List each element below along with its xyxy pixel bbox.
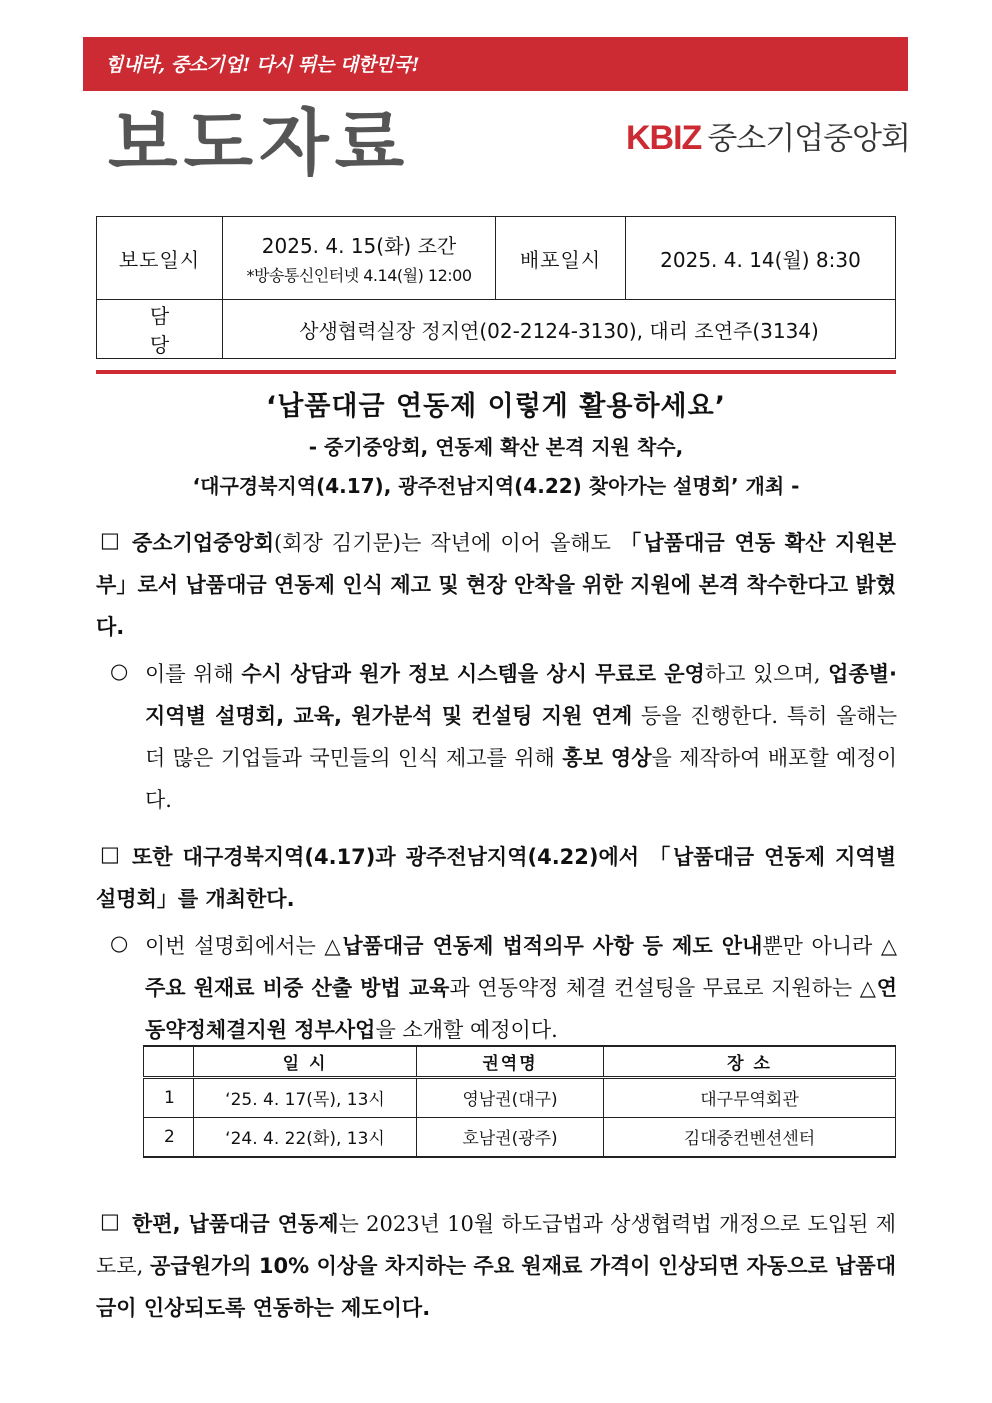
p2-1-text-g: 을 소개할 예정이다. [375, 1018, 558, 1042]
p2-1-text-c: 뿐만 아니라 [762, 934, 881, 958]
row-number: 1 [144, 1077, 194, 1117]
slogan-banner [83, 37, 908, 91]
paragraph-2 [96, 836, 896, 920]
row-venue: 대구무역회관 [604, 1077, 896, 1117]
row-region: 영남권(대구) [417, 1077, 604, 1117]
col-header-region: 권역명 [417, 1046, 604, 1077]
contact-value: 상생협력실장 정지연(02-2124-3130), 대리 조연주(3134) [223, 300, 896, 359]
contact-label: 담당 [97, 300, 223, 359]
p1-1-emph-f: 홍보 영상 [562, 746, 652, 770]
p2-1-text-e: 과 연동약정 체결 컨설팅을 무료로 지원하는 [449, 976, 860, 1000]
p2-1-text-a: 이번 설명회에서는 [145, 934, 325, 958]
table-row [144, 1117, 896, 1157]
p1-emphasis: 「납품대금 연동 확산 지원본부」로서 납품대금 연동제 인식 제고 및 현장 안착을 위한 지원에 본격 착수한다고 밝혔다. [96, 531, 897, 639]
paragraph-3 [96, 1203, 896, 1329]
p1-1-text-g: 을 제작하여 배포할 예정이다. [145, 746, 898, 812]
square-bullet: □ [100, 842, 120, 866]
p1-1-emph-b: 수시 상담과 원가 정보 시스템을 상시 무료로 운영 [241, 662, 705, 686]
distribution-date-value: 2025. 4. 14(월) 8:30 [626, 217, 896, 300]
col-header-no [144, 1046, 194, 1077]
slogan-text: 힘내라, 중소기업! 다시 뛰는 대한민국! [105, 54, 420, 76]
row-venue: 김대중컨벤션센터 [604, 1117, 896, 1157]
row-number: 2 [144, 1117, 194, 1157]
row-region: 호남권(광주) [417, 1117, 604, 1157]
release-date-cell [223, 217, 496, 300]
p1-org: 중소기업중앙회 [132, 531, 275, 555]
p3-emph-c: 공급원가의 10% 이상을 차지하는 주요 원재료 가격이 인상되면 자동으로 납품대금이 인상되도록 연동하는 제도이다. [96, 1254, 896, 1320]
p2-1-emph-d: △주요 원재료 비중 산출 방법 교육 [145, 934, 898, 1000]
p3-text-b: 는 2023년 10월 하도급법과 상생협력법 개정으로 도입된 제도로, [96, 1212, 896, 1278]
square-bullet: □ [100, 528, 120, 552]
broadcast-note: *방송통신인터넷 4.14(월) 12:00 [246, 266, 472, 285]
p1-1-text-c: 하고 있으며, [704, 662, 829, 686]
paragraph-1-1 [145, 653, 897, 821]
logo-org-name: 중소기업중앙회 [707, 121, 910, 157]
row-datetime: ‘24. 4. 22(화), 13시 [194, 1117, 417, 1157]
col-header-venue: 장 소 [604, 1046, 896, 1077]
p3-emph-a: 한편, 납품대금 연동제 [132, 1212, 339, 1236]
row-datetime: ‘25. 4. 17(목), 13시 [194, 1077, 417, 1117]
p2-text: 또한 대구경북지역(4.17)과 광주전남지역(4.22)에서 「납품대금 연동제 지역별 설명회」를 개최한다. [96, 845, 896, 911]
press-subtitle-2: ‘대구경북지역(4.17), 광주전남지역(4.22) 찾아가는 설명회’ 개최 - [192, 474, 800, 498]
release-info-table [96, 216, 896, 359]
doc-title: 보도자료 [108, 101, 411, 185]
p1-1-emph-d: 업종별·지역별 설명회, 교육, 원가분석 및 컨설팅 지원 연계 [145, 662, 897, 728]
table-row [144, 1077, 896, 1117]
paragraph-1 [96, 522, 896, 648]
briefing-schedule-table [143, 1045, 896, 1158]
p2-1-emph-f: △연동약정체결지원 정부사업 [145, 976, 898, 1042]
p1-1-text-e: 등을 진행한다. 특히 올해는 더 많은 기업들과 국민들의 인식 제고를 위해 [145, 704, 897, 770]
schedule-header-row [144, 1046, 896, 1077]
paragraph-2-1 [145, 925, 897, 1051]
p1-text: (회장 김기문)는 작년에 이어 올해도 [274, 531, 621, 555]
release-date-label: 보도일시 [97, 217, 223, 300]
organization-logo [626, 117, 910, 160]
col-header-datetime: 일 시 [194, 1046, 417, 1077]
p2-1-emph-b: △납품대금 연동제 법적의무 사항 등 제도 안내 [324, 934, 763, 958]
circle-bullet: ○ [110, 931, 129, 955]
header-divider [96, 370, 896, 374]
press-subtitle-1: - 중기중앙회, 연동제 확산 본격 지원 착수, [308, 435, 684, 459]
release-date-value: 2025. 4. 15(화) 조간 [261, 234, 457, 258]
circle-bullet: ○ [110, 659, 129, 683]
press-headline: ‘납품대금 연동제 이렇게 활용하세요’ [266, 391, 726, 422]
square-bullet: □ [100, 1209, 120, 1233]
logo-mark: KBIZ [626, 119, 702, 157]
distribution-date-label: 배포일시 [496, 217, 626, 300]
p1-1-text-a: 이를 위해 [145, 662, 242, 686]
